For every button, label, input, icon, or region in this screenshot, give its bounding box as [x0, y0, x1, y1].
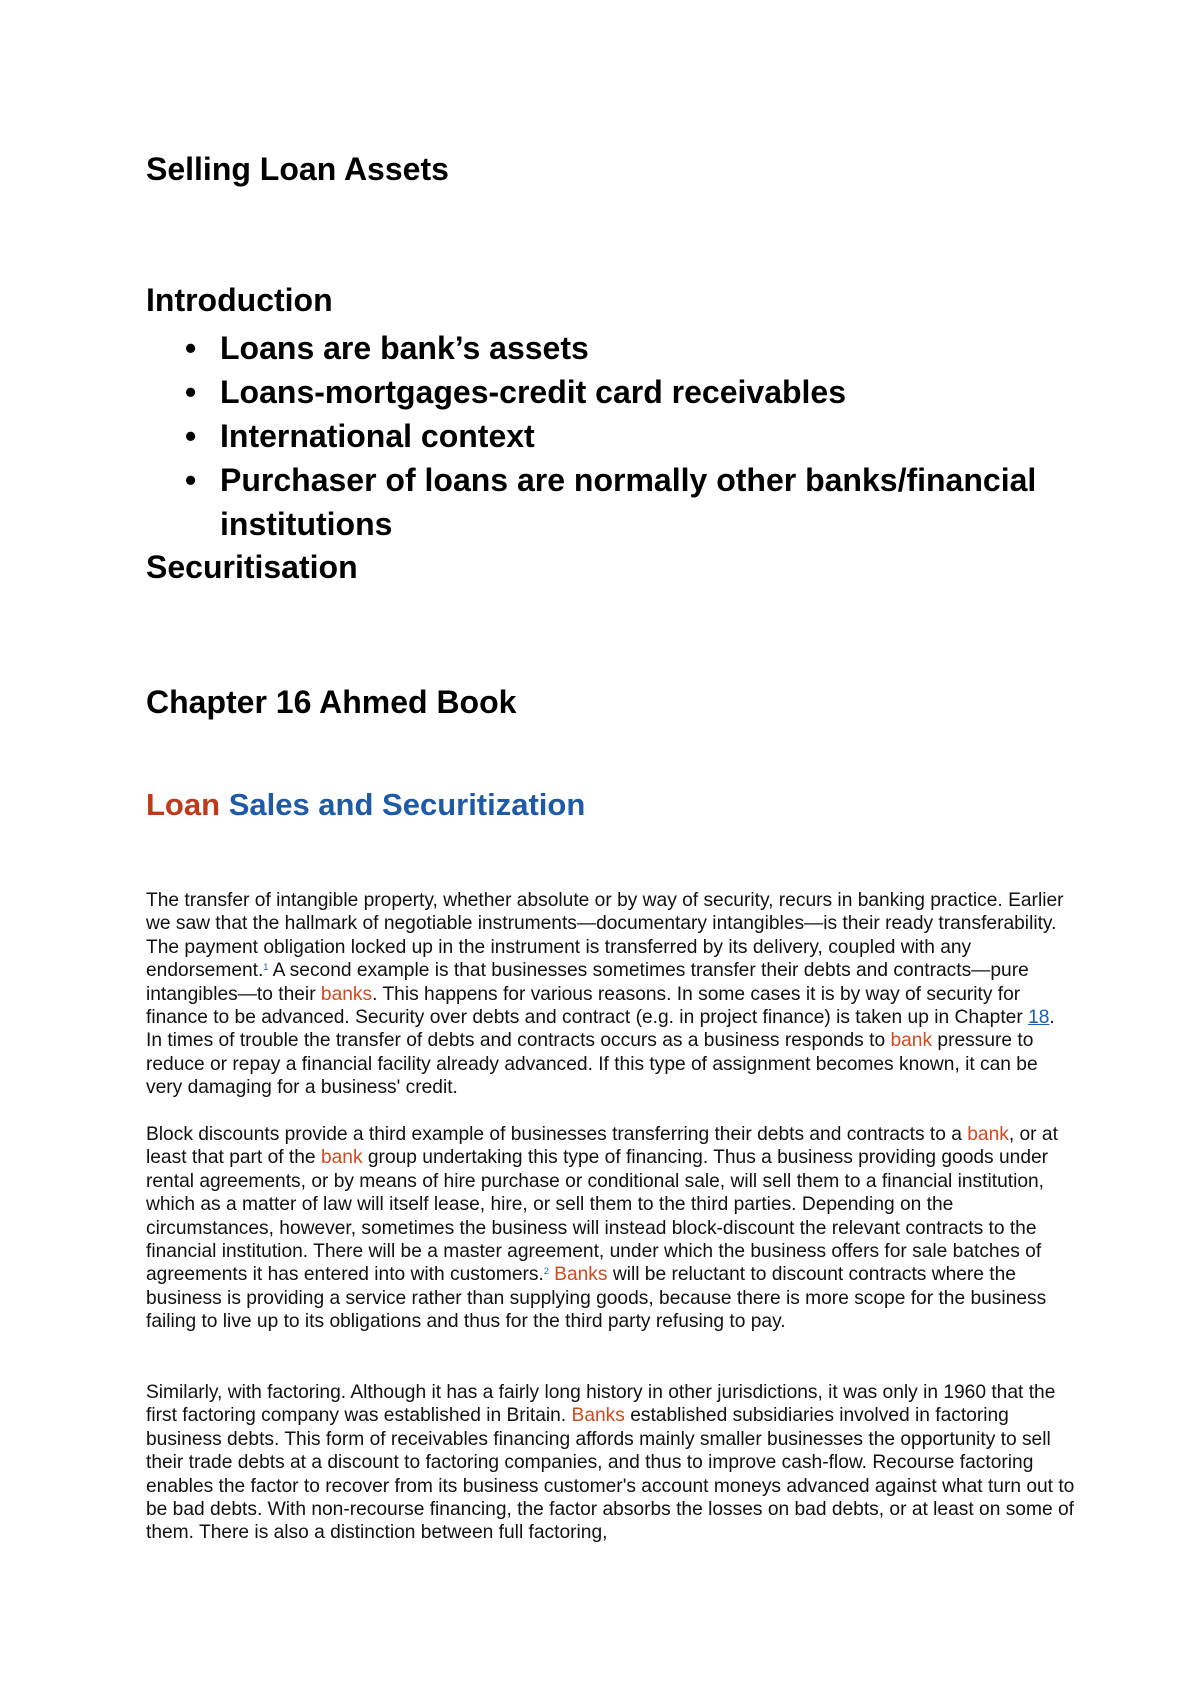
bullet-icon: • — [185, 330, 197, 366]
list-item-text: Purchaser of loans are normally other banks/financial institutions — [220, 462, 1037, 542]
chapter-18-link[interactable]: 18 — [1028, 1007, 1050, 1029]
chapter-heading: Chapter 16 Ahmed Book — [146, 684, 517, 720]
section-title — [146, 786, 585, 824]
introduction-bullet-list — [146, 326, 1066, 546]
keyword-link-bank[interactable]: bank — [967, 1124, 1009, 1145]
section-title-loan: Loan — [146, 787, 221, 822]
keyword-link-bank[interactable]: bank — [320, 1147, 363, 1169]
paragraph-text: Block discounts provide a third example of businesses transferring their debts and contracts to a — [146, 1124, 968, 1145]
paragraph-text: The transfer of intangible property, whether absolute or by way of security, recurs in banking practice. Earlier we saw that the hallmark of negotiable instruments—documentary intangibles—is their ready transferability. The payment obligation locked up in the instrument is transferred by its delivery, coupled with any endorsement. — [146, 890, 1064, 982]
introduction-heading: Introduction — [146, 282, 333, 318]
keyword-link-banks[interactable]: Banks — [554, 1264, 608, 1286]
list-item-text: International context — [220, 418, 535, 454]
paragraph-factoring — [146, 1381, 1076, 1545]
bullet-icon: • — [185, 374, 197, 410]
footnote-2-link[interactable]: 2 — [543, 1266, 549, 1277]
paragraph-text: . In times of trouble the transfer of debts and contracts occurs as a business responds to — [146, 1007, 1055, 1052]
paragraph-block-discounts — [146, 1123, 1076, 1334]
paragraph-text: Similarly, with factoring. Although it has a fairly long history in other jurisdictions, it was only in 1960 that the first factoring company was established in Britain. — [146, 1382, 1056, 1427]
list-item — [146, 370, 1066, 414]
paragraph-text: established subsidiaries involved in factoring business debts. This form of receivables financing affords mainly smaller businesses the opportunity to sell their trade debts at a discount to factoring companies, and thus to improve cash-flow. Recourse factoring enables the factor to recover from its business customer's account moneys advanced against what turn out to be bad debts. With non-recourse financing, the factor absorbs the losses on bad debts, or at least on some of them. There is also a distinction between full factoring, — [146, 1405, 1075, 1544]
securitisation-heading: Securitisation — [146, 549, 358, 585]
paragraph-text: group undertaking this type of financing. Thus a business providing goods under rental agreements, or by means of hire purchase or conditional sale, will sell them to a financial institution, which as a matter of law will itself lease, hire, or sell them to the third parties. Depending on the circumstances, however, sometimes the business will instead block-discount the relevant contracts to the financial institution. There will be a master agreement, under which the business offers for sale batches of agreements it has entered into with customers. — [146, 1147, 1049, 1286]
bullet-icon: • — [185, 418, 197, 454]
keyword-link-bank[interactable]: bank — [890, 1030, 933, 1052]
list-item — [146, 326, 1066, 370]
list-item-text: Loans are bank’s assets — [220, 330, 589, 366]
paragraph-text: , or at least that part of the — [146, 1124, 1058, 1169]
document-title: Selling Loan Assets — [146, 151, 449, 187]
footnote-1-link[interactable]: 1 — [263, 962, 269, 973]
paragraph-text: pressure to reduce or repay a financial facility already advanced. If this type of assignment becomes known, it can be very damaging for a business' credit. — [146, 1030, 1038, 1099]
paragraph-text: A second example is that businesses sometimes transfer their debts and contracts—pure intangibles—to their — [146, 960, 1029, 1005]
keyword-link-banks[interactable]: Banks — [571, 1405, 625, 1427]
list-item-text: Loans-mortgages-credit card receivables — [220, 374, 847, 410]
list-item — [146, 414, 1066, 458]
paragraph-text: . This happens for various reasons. In some cases it is by way of security for finance to be advanced. Security over debts and contract (e.g. in project finance) is taken up in Chapter — [146, 983, 1029, 1029]
section-title-rest: Sales and Securitization — [228, 787, 586, 822]
paragraph-text: will be reluctant to discount contracts where the business is providing a service rather than supplying goods, because there is more scope for the business failing to live up to its obligations and thus for the third party refusing to pay. — [146, 1264, 1047, 1333]
keyword-link-banks[interactable]: banks — [320, 983, 373, 1005]
list-item — [146, 458, 1066, 546]
paragraph-transfer-intangibles — [146, 889, 1076, 1100]
bullet-icon: • — [185, 462, 197, 498]
